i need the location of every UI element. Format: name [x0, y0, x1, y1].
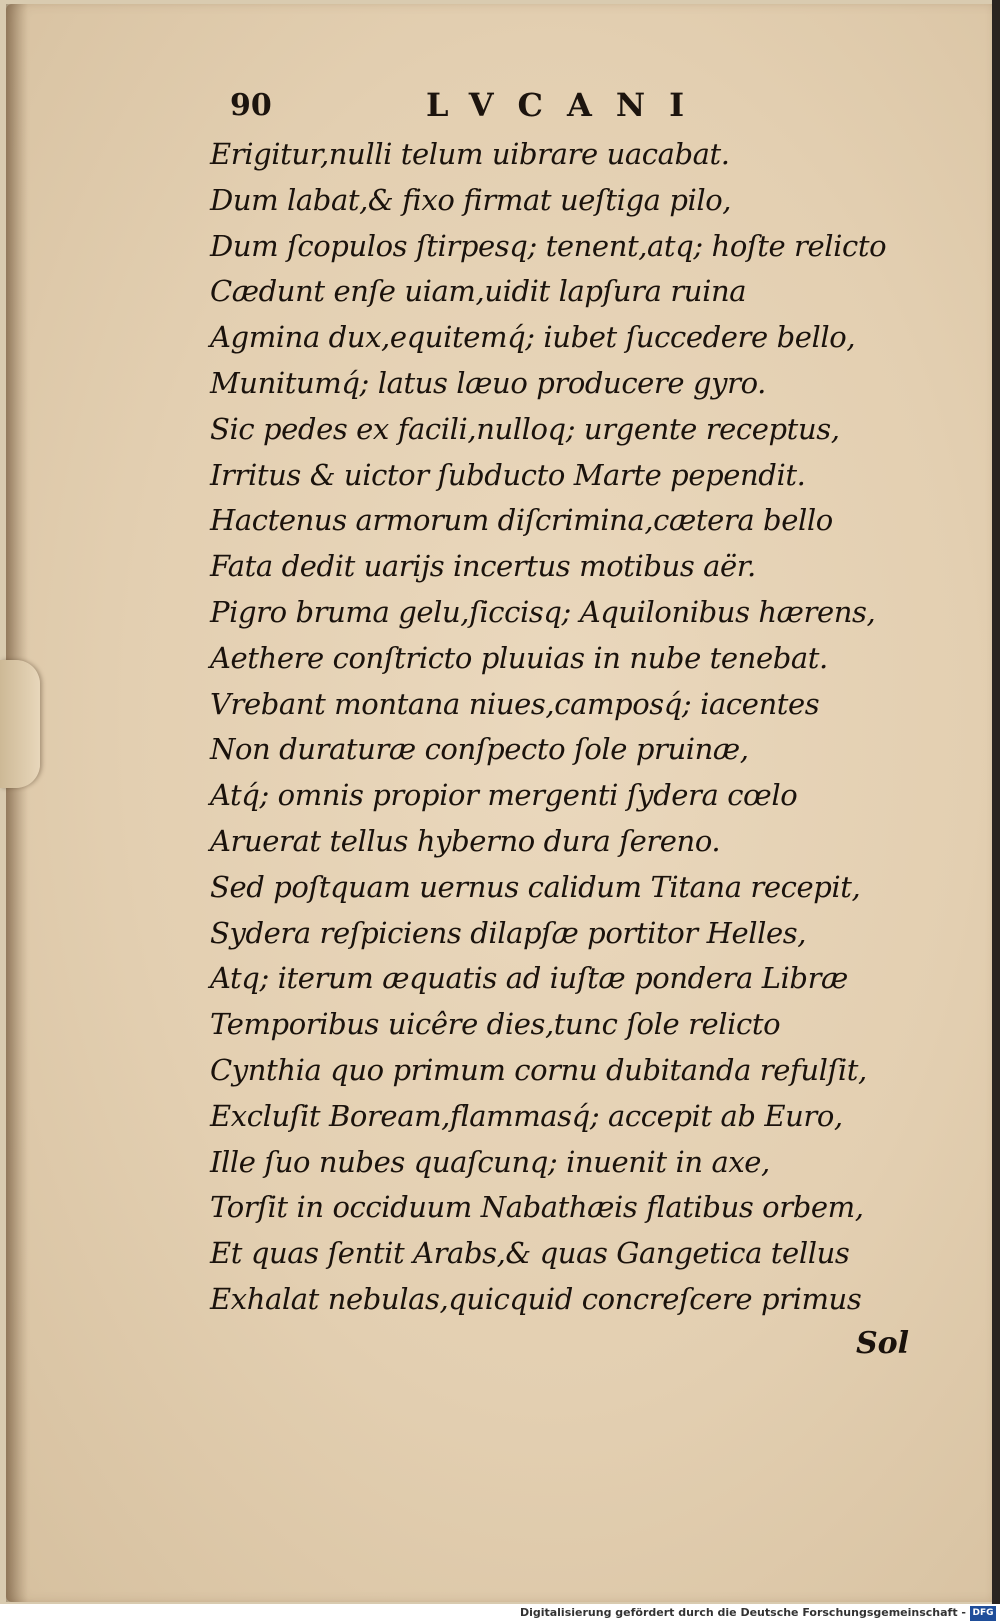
verse-line: Dum ſcopulos ſtirpesq; tenent,atq; hoſte relicto — [210, 228, 887, 263]
verse-line: Pigro bruma gelu,ſiccisq; Aquilonibus hærens, — [210, 594, 876, 629]
verse-line: Sydera reſpiciens dilapſæ portitor Helles, — [210, 915, 807, 950]
verse-line: Aruerat tellus hyberno dura ſereno. — [210, 823, 721, 858]
verse-text — [210, 132, 890, 1323]
verse-line: Temporibus uicêre dies,tunc ſole relicto — [210, 1007, 781, 1042]
verse-line: Atq́; omnis propior mergenti ſydera cœlo — [210, 778, 798, 813]
verse-line: Torſit in occiduum Nabathæis flatibus orbem, — [210, 1190, 864, 1225]
verse-line: Aethere conſtricto pluuias in nube tenebat. — [210, 640, 828, 675]
verse-line: Irritus & uictor ſubducto Marte pependit. — [210, 457, 806, 492]
catchword: Sol — [856, 1326, 910, 1361]
verse-line: Hactenus armorum diſcrimina,cætera bello — [210, 503, 833, 538]
right-edge-shadow — [992, 0, 1000, 1604]
funding-credit: Digitalisierung gefördert durch die Deutsche Forschungsgemeinschaft - — [519, 1606, 966, 1619]
verse-line: Erigitur,nulli telum uibrare uacabat. — [210, 137, 730, 171]
verse-line: Munitumq́; latus læuo producere gyro. — [210, 365, 766, 400]
digitization-footer — [0, 1604, 1000, 1624]
verse-line: Ille ſuo nubes quaſcunq; inuenit in axe, — [210, 1144, 770, 1179]
verse-line: Exhalat nebulas,quicquid concreſcere primus — [210, 1281, 862, 1316]
page-header — [230, 84, 709, 134]
verse-line: Non duraturæ conſpecto ſole pruinæ, — [210, 732, 749, 767]
running-head: LVCANI — [426, 86, 709, 124]
verse-line: Et quas ſentit Arabs,& quas Gangetica tellus — [210, 1236, 850, 1271]
verse-line: Cædunt enſe uiam,uidit lapſura ruina — [210, 274, 747, 309]
dfg-logo: DFG — [970, 1606, 996, 1621]
gutter-shadow — [6, 4, 28, 1602]
verse-line: Vrebant montana niues,camposq́; iacentes — [210, 686, 820, 721]
verse-line: Dum labat,& fixo firmat ueſtiga pilo, — [210, 182, 732, 217]
verse-line: Fata dedit uarijs incertus motibus aër. — [210, 549, 756, 584]
verse-line: Sic pedes ex facili,nulloq; urgente receptus, — [210, 411, 840, 446]
clasp-tab — [0, 660, 40, 788]
verse-line: Cynthia quo primum cornu dubitanda refulſit, — [210, 1052, 867, 1087]
verse-line: Atq; iterum æquatis ad iuſtæ pondera Libræ — [210, 961, 848, 996]
page-number: 90 — [230, 88, 272, 123]
verse-line: Agmina dux,equitemq́; iubet ſuccedere bello, — [210, 320, 856, 355]
verse-line: Sed poſtquam uernus calidum Titana recepit, — [210, 869, 861, 904]
verse-line: Excluſit Boream,flammasq́; accepit ab Euro, — [210, 1098, 843, 1133]
